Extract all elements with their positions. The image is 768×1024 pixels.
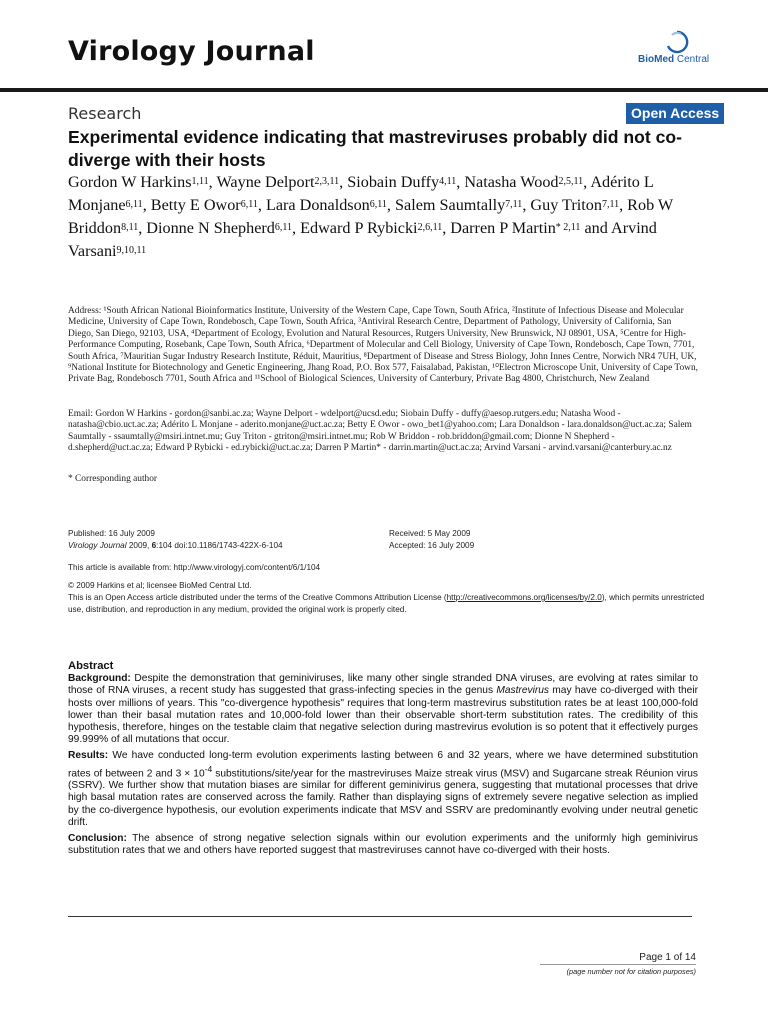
author-name: Edward P Rybicki [300,219,418,237]
background-genus: Mastrevirus [496,685,549,697]
author-affiliation: 1,11 [191,176,209,187]
author-affiliation: 8,11 [121,222,139,233]
author-separator: and [580,219,612,237]
author-affiliation: 2,3,11 [314,176,340,187]
header-rule [0,88,768,92]
results-text-b: substitutions/site/year for the mastreviruses Maize streak virus (MSV) and Sugarcane streak Réunion virus (SSRV). We further show that mutation biases are similar for different geminivirus genera, suggesting that mutational processes that drive high basal mutation rates are conserved across the family. Rather than displaying signs of extremely severe negative selection as implied by the co-divergence hypothesis, our evolution experiments indicate that MSV and SSRV are predominantly evolving under neutral genetic drift. [68,768,698,828]
author-name: Betty E Owor [150,196,241,214]
author-separator: , [339,173,348,191]
journal-title: Virology Journal [68,36,315,67]
open-access-badge: Open Access [626,103,724,124]
author-name: Darren P Martin [450,219,556,237]
author-affiliation: 4,11 [439,176,457,187]
background-text-a: Despite the demonstration that geminiviruses, like many other single stranded DNA viruses, are evolving at rates similar to those of RNA viruses, a recent study has suggested that grass-infecting species in the genus [68,673,698,697]
author-affiliation: 6,11 [125,199,143,210]
author-separator: , [208,173,217,191]
license-statement [68,592,708,616]
author-affiliation: 7,11 [601,199,620,210]
copyright-line: © 2009 Harkins et al; licensee BioMed Central Ltd. [68,581,252,590]
author-affiliation: 7,11 [505,199,523,210]
copyright-block [68,580,708,616]
author-name: Natasha Wood [464,173,559,191]
biomed-central-logo [634,30,714,70]
background-text-b: may have co-diverged with their hosts over millions of years. This "co-divergence hypothesis" requires that long-term mastrevirus substitution rates be at least 100,000-fold lower than their basal mutation rates and 10,000-fold lower than their observable short-term substitution rates. The credibility of this hypothesis, therefore, hinges on the testable claim that negative selection during mastrevirus evolution is so potent that it effectively purges 99.999% of all mutations that occur. [68,685,698,746]
author-separator: , [583,173,591,191]
author-separator: , [386,196,396,214]
author-affiliation: 6,11 [274,222,293,233]
abstract-background [68,673,698,746]
author-separator: , [456,173,465,191]
logo-med: Med [654,54,675,65]
section-label: Research [68,104,142,123]
author-affiliation: 2,6,11 [417,222,443,233]
author-separator: , [442,219,451,237]
author-affiliation: 2,5,11 [558,176,584,187]
author-affiliation: * 2,11 [555,222,581,233]
abstract [68,660,698,861]
corresponding-note: * Corresponding author [68,474,158,484]
conclusion-text: The absence of strong negative selection signals within our evolution experiments and the uniformly high geminivirus substitution rates that we and others have reported suggest that mastreviruses cannot have co-diverged with their hosts. [68,833,698,857]
logo-central: Central [676,54,710,65]
logo-bio: Bio [638,54,655,65]
author-name: Salem Saumtally [395,196,506,214]
footer-rule [540,964,696,965]
author-affiliation: 6,11 [369,199,387,210]
author-affiliation: 6,11 [240,199,258,210]
author-name: Rob W Briddon [68,196,673,237]
publication-dates [68,528,368,552]
author-name: Lara Donaldson [265,196,370,214]
citation-doi: :104 doi:10.1186/1743-422X-6-104 [156,541,283,550]
author-separator: , [619,196,628,214]
results-exponent: -4 [204,763,213,774]
citation [68,540,368,552]
paper-title: Experimental evidence indicating that mastreviruses probably did not co-diverge with their hosts [68,127,682,170]
author-name: Gordon W Harkins [68,173,192,191]
page-number: Page 1 of 14 [639,952,696,963]
author-name: Guy Triton [530,196,602,214]
citation-volume: 6 [151,541,157,550]
accepted-date: Accepted: 16 July 2009 [389,541,475,550]
author-list [68,171,698,263]
author-separator: , [142,196,151,214]
citation-journal: Virology Journal [68,541,127,550]
author-affiliation: 9,10,11 [116,245,147,256]
results-label: Results: [68,750,109,762]
results-text-a: We have conducted long-term evolution experiments lasting between 6 and 32 years, where we have determined substitution rates of between 2 and 3 × 10 [68,750,698,780]
author-name: Arvind Varsani [68,219,657,260]
license-link[interactable]: http://creativecommons.org/licenses/by/2.0 [446,593,602,602]
license-text-b: ), which permits unrestricted use, distribution, and reproduction in any medium, provided the original work is properly cited. [68,593,705,614]
author-name: Wayne Delport [216,173,315,191]
review-dates [389,528,589,552]
abstract-results [68,750,698,829]
abstract-rule [68,916,692,917]
availability-url[interactable]: This article is available from: http://www.virologyj.com/content/6/1/104 [68,563,321,572]
logo-text [638,54,709,65]
author-separator: , [138,219,147,237]
background-label: Background: [68,673,131,685]
citation-year: 2009, [126,541,152,550]
received-date: Received: 5 May 2009 [389,529,471,538]
author-name: Siobain Duffy [347,173,440,191]
abstract-conclusion [68,833,698,857]
license-text-a: This is an Open Access article distributed under the terms of the Creative Commons Attribution License ( [68,593,447,602]
author-separator: , [257,196,266,214]
abstract-heading: Abstract [68,660,114,672]
author-emails: Email: Gordon W Harkins - gordon@sanbi.ac.za; Wayne Delport - wdelport@ucsd.edu; Siobain Duffy - duffy@aesop.rutgers.edu; Natasha Wood - natasha@cbio.uct.ac.za; Adérito L Monjane - aderito.monjane@uct.ac.za; Betty E Owor - owo_bet1@yahoo.com; Lara Donaldson - lara.donaldson@uct.ac.za; Salem Saumtally - ssaumtally@msiri.intnet.mu; Guy Triton - gtriton@msiri.intnet.mu; Rob W Briddon - rob.briddon@gmail.com; Dionne N Shepherd - d.shepherd@uct.ac.za; Edward P Rybicki - ed.rybicki@uct.ac.za; Darren P Martin* - darrin.martin@uct.ac.za; Arvind Varsani - arvind.varsani@canterbury.ac.nz [68,409,692,454]
affiliations: Address: ¹South African National Bioinformatics Institute, University of the Western Cape, Cape Town, South Africa, ²Institute of Infectious Disease and Molecular Medicine, University of Cape Town, Rondebosch, Cape Town, South Africa, ³Antiviral Research Centre, Department of Pathology, University of California, San Diego, San Diego, 92103, USA, ⁴Department of Ecology, Evolution and Natural Resources, Rutgers University, New Brunswick, NJ 08901, USA, ⁵Centre for High-Performance Computing, Rosebank, Cape Town, South Africa, ⁶Department of Molecular and Cell Biology, University of Cape Town, Rondebosch, Cape Town, 7701, South Africa, ⁷Mauritian Sugar Industry Research Institute, Réduit, Mauritius, ⁸Department of Disease and Stress Biology, John Innes Centre, Norwich NR4 7UH, UK, ⁹National Institute for Biotechnology and Genetic Engineering, Jhang Road, P.O. Box 577, Faisalabad, Pakistan, ¹⁰Electron Microscope Unit, University of Cape Town, Private Bag, Rondebosch 7701, South Africa and ¹¹School of Biological Sciences, University of Canterbury, Private Bag 4800, Christchurch, New Zealand [68,306,698,385]
conclusion-label: Conclusion: [68,833,127,845]
page-number-note: (page number not for citation purposes) [566,967,696,976]
author-separator: , [292,219,301,237]
published-date: Published: 16 July 2009 [68,529,155,538]
author-name: Adérito L Monjane [68,173,654,214]
author-name: Dionne N Shepherd [146,219,275,237]
author-separator: , [522,196,531,214]
biomed-ring-icon [664,30,690,54]
